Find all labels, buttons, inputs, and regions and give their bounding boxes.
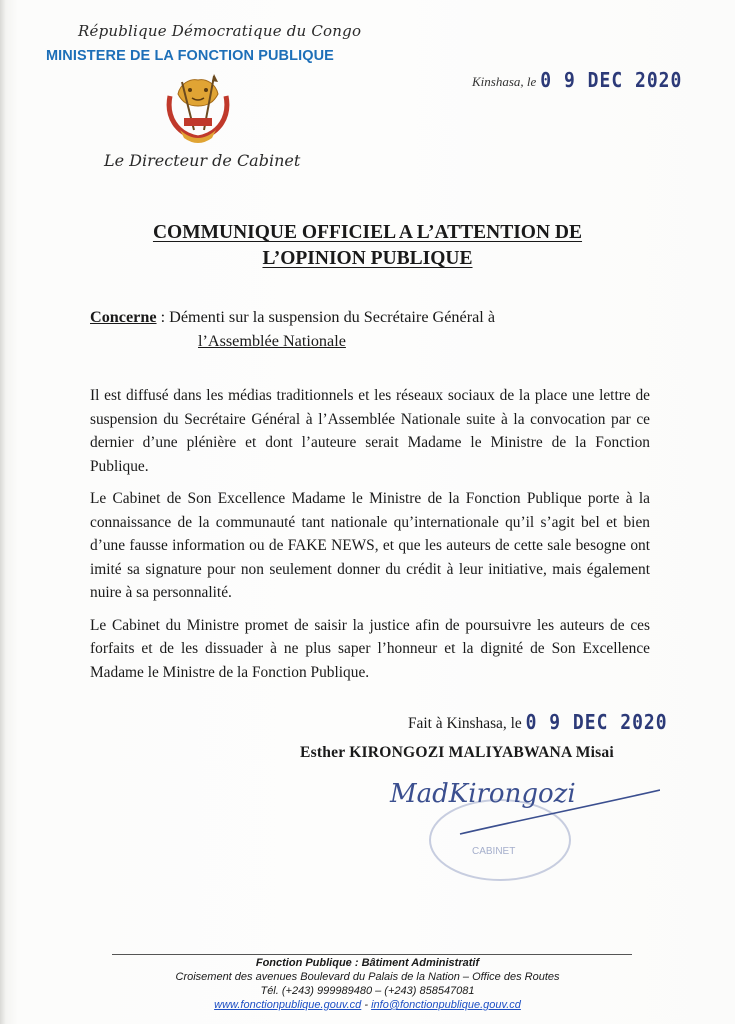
paragraph-1: Il est diffusé dans les médias traditionnels et les réseaux sociaux de la place une lettre de suspension du Secrétaire Général à l’Assemblée Nationale suite à la convocation par ce dernier d’une plénière et dont l’auteure serait Madame le Ministre de la Fonction Publique. [90,387,650,475]
footer-divider [112,954,632,955]
closing-date-stamp: 0 9 DEC 2020 [525,710,668,735]
official-seal [430,800,570,880]
footer-line-3: Tél. (+243) 999989480 – (+243) 858547081 [260,985,475,997]
footer-line-1: Fonction Publique : Bâtiment Administratif [255,957,480,969]
signature-and-seal [360,762,660,882]
date-stamp: 0 9 DEC 2020 [540,68,683,93]
concerne-line-2: l’Assemblée Nationale [198,332,346,350]
paragraph-3: Le Cabinet du Ministre promet de saisir la justice afin de poursuivre les auteurs de ces forfaits et de les dissuader à ne plus saper l’honneur et la dignité de Son Excellence Madame le Ministre de la Fonction Publique. [90,616,650,681]
title-line-2: L’OPINION PUBLIQUE [262,248,473,269]
body-text [90,384,650,693]
closing-date [408,712,668,733]
date-top [472,70,682,91]
signer-name: Esther KIRONGOZI MALIYABWANA Misai [300,744,614,761]
concerne-line-1: Démenti sur la suspension du Secrétaire Général à [169,308,496,326]
concerne-block [90,305,650,353]
paragraph-2: Le Cabinet de Son Excellence Madame le Ministre de la Fonction Publique porte à la connaissance de la communauté tant nationale qu’internationale qu’il s’agit bel et bien d’une fausse information ou de FAKE NEWS, et que les auteurs de cette sale besogne ont imité sa signature pour non seulement donner du crédit à leur initiative, mais également nuire à sa personnalité. [90,490,650,601]
footer [0,956,735,1012]
page-title [0,220,735,272]
header-ministry: MINISTERE DE LA FONCTION PUBLIQUE [46,48,334,64]
link-separator: - [361,999,372,1011]
date-prefix: Kinshasa, le [472,74,537,89]
closing-place-prefix: Fait à Kinshasa, le [408,715,522,732]
footer-line-2: Croisement des avenues Boulevard du Palais de la Nation – Office des Routes [175,971,560,983]
drc-coat-of-arms-icon [160,72,236,152]
seal-text: CABINET [472,846,516,857]
signature-text: MadKirongozi [390,779,576,809]
title-line-1: COMMUNIQUE OFFICIEL A L’ATTENTION DE [152,222,583,243]
header-director: Le Directeur de Cabinet [104,151,301,170]
concerne-separator: : [156,308,170,326]
footer-links [0,998,735,1012]
email-link[interactable]: info@fonctionpublique.gouv.cd [371,999,521,1011]
concerne-label: Concerne [90,308,157,326]
header-republic: République Démocratique du Congo [78,22,362,40]
website-link[interactable]: www.fonctionpublique.gouv.cd [214,999,362,1011]
